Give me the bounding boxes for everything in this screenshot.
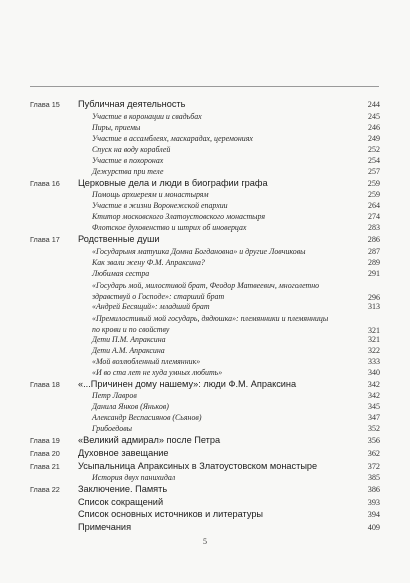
subsection-title: Участие в похоронах [92,155,164,165]
toc-subsection-row [30,424,380,435]
toc-subsection-row [30,280,380,302]
toc-subsection-row [30,313,380,335]
chapter-title: Родственные души [78,234,160,245]
subsection-title: Ктитор московского Златоустовского монастыря [92,212,265,222]
subsection-title: Спуск на воду кораблей [92,144,171,154]
chapter-title: Заключение. Память [78,484,168,495]
toc-subsection-row [30,402,380,413]
page-number: 254 [368,155,380,165]
page-number: 385 [368,473,380,483]
toc-subsection-row [30,190,380,201]
chapter-label: Глава 16 [30,178,60,188]
subsection-title: Участие в жизни Воронежской епархии [92,201,228,211]
toc-chapter-row [30,484,380,497]
page-number: 393 [367,497,380,507]
subsection-title: Как звали жену Ф.М. Апраксина? [92,257,205,267]
chapter-title: «...Причинен дому нашему»: люди Ф.М. Апраксина [78,378,297,389]
page-number: 257 [368,166,380,176]
subsection-title: «Мой возлюбленный племянник» [92,356,201,366]
toc-subsection-row [30,145,380,156]
page-number: 342 [368,391,380,401]
page-number: 259 [367,178,380,188]
toc-chapter-row [30,448,380,461]
page-number: 291 [368,268,380,278]
chapter-label: Глава 21 [30,461,60,471]
subsection-title: Флотское духовенство и штрих об иноверцах [92,223,247,233]
toc-chapter-row [30,99,380,112]
page-number: 249 [368,133,380,143]
page-number: 246 [368,122,380,132]
subsection-title: Пиры, приемы [92,122,141,132]
toc-subsection-row [30,413,380,424]
subsection-title: «И во ста лет не худа умных любить» [92,367,223,377]
toc-subsection-row [30,134,380,145]
toc-chapter-row [30,509,380,522]
subsection-title: Участие в коронации и свадьбах [92,111,202,121]
page-number: 245 [368,111,380,121]
page-number: 313 [368,301,380,311]
subsection-title: Дети П.М. Апраксина [92,334,166,344]
toc-subsection-row [30,223,380,234]
toc-chapter-row [30,234,380,247]
page-number: 244 [367,100,380,109]
toc-subsection-row [30,335,380,346]
toc-chapter-row [30,461,380,474]
toc-chapter-row [30,522,380,535]
toc-chapter-row [30,178,380,191]
toc-subsection-row [30,247,380,258]
toc-chapter-row [30,379,380,392]
chapter-label: Глава 18 [30,379,60,389]
top-rule [30,86,379,87]
toc-subsection-row [30,269,380,280]
page-number: 321 [368,325,380,335]
chapter-title: Список основных источников и литературы [78,509,264,520]
page-number: 356 [367,436,380,446]
page-number: 283 [368,223,380,233]
toc-subsection-row [30,112,380,123]
subsection-title: История двух панихидал [92,473,176,483]
subsection-title: Участие в ассамблеях, маскарадах, церемониях [92,133,253,143]
page-number: 252 [368,144,380,154]
chapter-title: Усыпальница Апраксиных в Златоустовском монастыре [78,460,318,471]
subsection-title: Петр Лавров [92,391,137,401]
chapter-label: Глава 20 [30,448,60,458]
chapter-title: Церковные дела и люди в биографии графа [78,177,268,188]
chapter-title: Примечания [78,521,132,532]
page-number: 286 [367,235,380,245]
toc-chapter-row [30,497,380,510]
page-number: 340 [368,367,380,377]
page-number: 394 [367,510,380,520]
chapter-title: Список сокращений [78,496,164,507]
page-number: 321 [368,334,380,344]
page-number: 289 [368,257,380,267]
chapter-label: Глава 22 [30,485,60,495]
toc-subsection-row [30,258,380,269]
page-number: 409 [367,522,380,532]
chapter-title: Духовное завещание [78,447,169,458]
table-of-contents [30,99,380,535]
toc-subsection-row [30,473,380,484]
toc-chapter-row [30,435,380,448]
page-number: 264 [368,201,380,211]
page-number: 362 [367,448,380,458]
subsection-title: Грибоедовы [92,424,132,434]
toc-subsection-row [30,123,380,134]
page-number: 296 [368,292,380,302]
subsection-title: «Премилостивый мой государь, дядюшка»: племянники и племянницы по крови и по свойству [92,313,329,334]
chapter-title: «Великий адмирал» после Петра [78,435,221,446]
toc-subsection-row [30,201,380,212]
page-number: 345 [368,402,380,412]
page-number: 333 [368,356,380,366]
subsection-title: Помощь архиереям и монастырям [92,190,209,200]
subsection-title: «Государь мой, милостивой брат, Феодор Матвеевич, многолетно здравствуй о Господе»: старший брат [92,280,320,301]
toc-subsection-row [30,368,380,379]
subsection-title: Александр Веспасиянов (Сьянов) [92,413,202,423]
subsection-title: Данила Янков (Яньков) [92,402,169,412]
page-number: 352 [368,424,380,434]
subsection-title: Любимая сестра [92,268,150,278]
page-number: 372 [367,461,380,471]
toc-subsection-row [30,167,380,178]
subsection-title: Дети А.М. Апраксина [92,345,165,355]
page-number: 259 [368,190,380,200]
chapter-title: Публичная деятельность [78,99,186,109]
subsection-title: Дежурства при теле [92,166,164,176]
toc-subsection-row [30,302,380,313]
toc-subsection-row [30,156,380,167]
page-number: 347 [368,413,380,423]
page-folio: 5 [203,537,207,546]
toc-subsection-row [30,357,380,368]
page-number: 386 [367,485,380,495]
toc-subsection-row [30,346,380,357]
page-number: 274 [368,212,380,222]
subsection-title: «Государыня матушка Домна Богдановна» и другие Ловчиковы [92,246,306,256]
subsection-title: «Андрей Бесящий»: младший брат [92,301,210,311]
chapter-label: Глава 19 [30,436,60,446]
chapter-label: Глава 17 [30,235,60,245]
toc-subsection-row [30,212,380,223]
chapter-label: Глава 15 [30,100,60,109]
page-number: 342 [367,379,380,389]
toc-subsection-row [30,391,380,402]
page-number: 322 [368,345,380,355]
page-number: 287 [368,246,380,256]
